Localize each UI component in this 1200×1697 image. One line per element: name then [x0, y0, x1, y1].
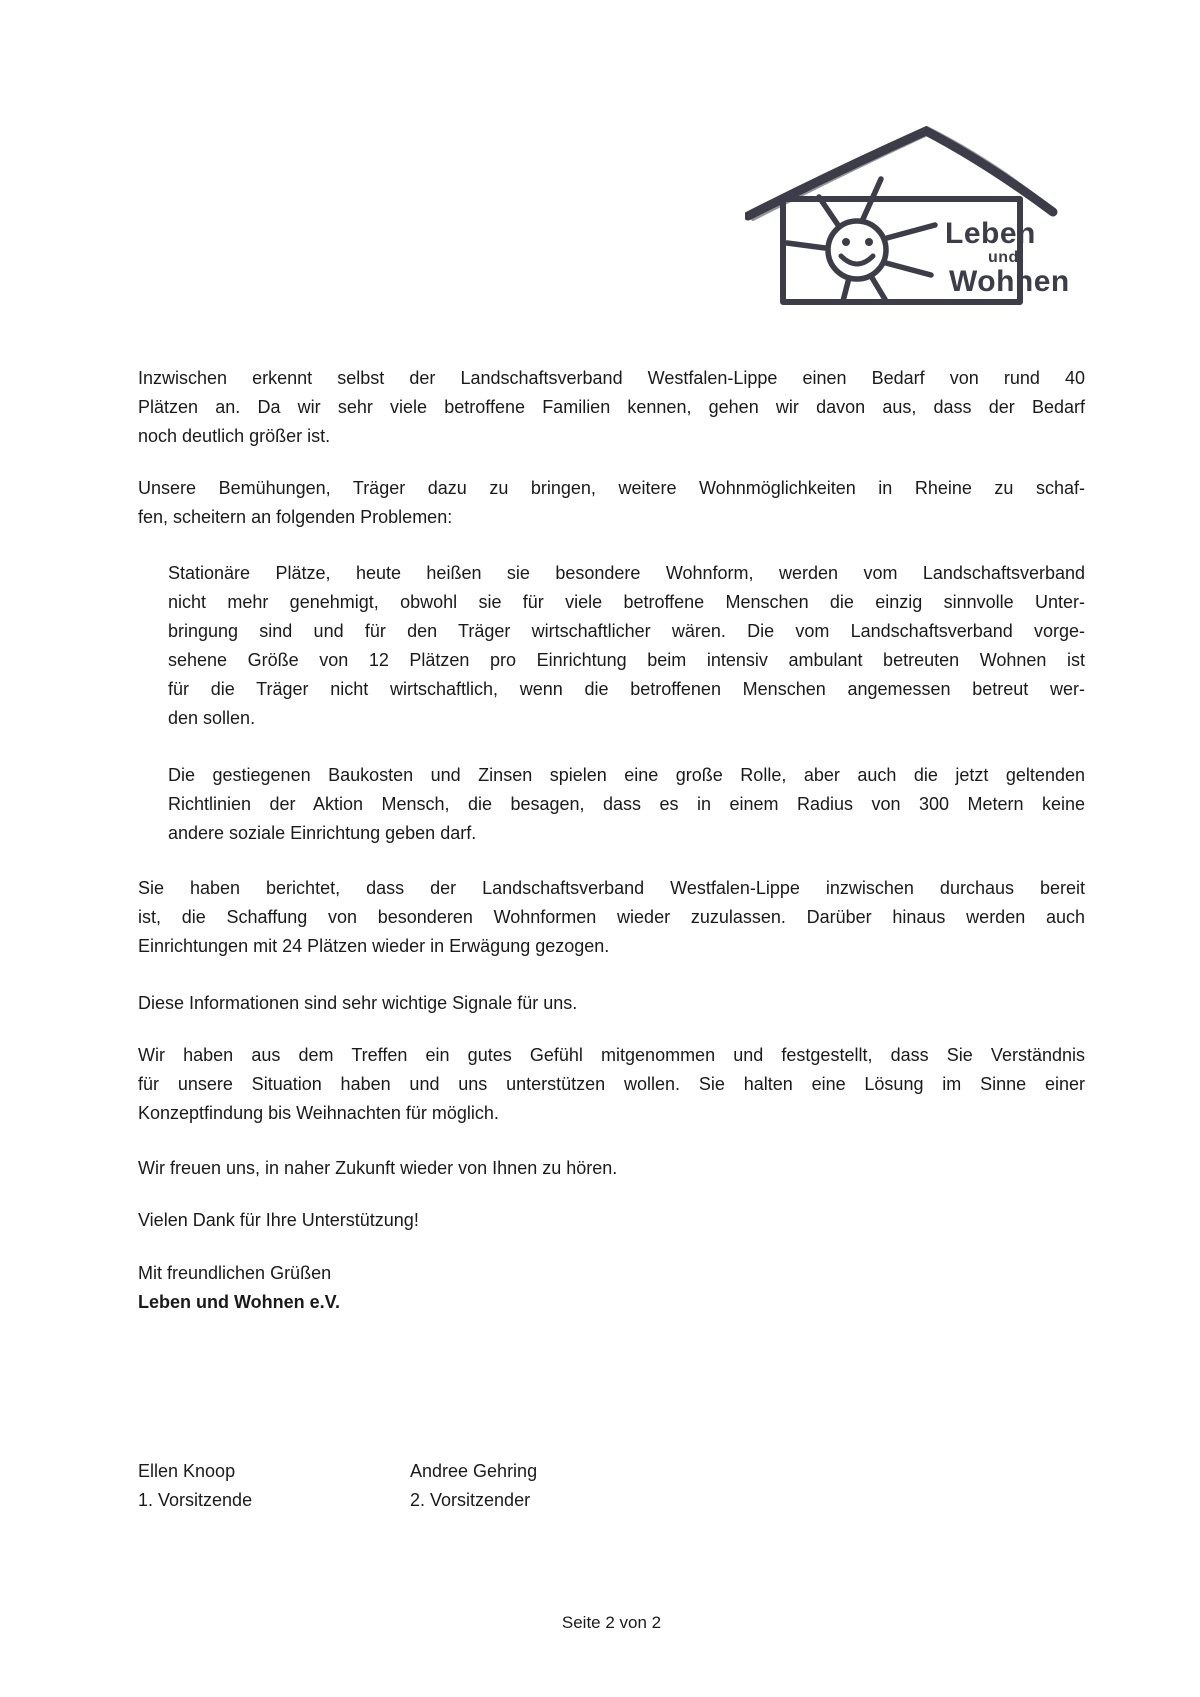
logo-text-und: und [988, 249, 1019, 266]
signatory-title: 2. Vorsitzender [410, 1490, 531, 1510]
text-line: andere soziale Einrichtung geben darf. [168, 823, 477, 843]
paragraph-zukunft [138, 1154, 1085, 1183]
closing-organization: Leben und Wohnen e.V. [138, 1292, 341, 1312]
text-line: den sollen. [168, 708, 256, 728]
text-line: Wir haben aus dem Treffen ein gutes Gefühl mitgenommen und festgestellt, dass Sie Verständnis [138, 1045, 1085, 1065]
closing-salutation: Mit freundlichen Grüßen [138, 1263, 332, 1283]
text-line: nicht mehr genehmigt, obwohl sie für viele betroffene Menschen die einzig sinnvolle Unter- [168, 592, 1085, 612]
text-line: Die gestiegenen Baukosten und Zinsen spielen eine große Rolle, aber auch die jetzt geltenden [168, 765, 1085, 785]
signatory-title: 1. Vorsitzende [138, 1490, 253, 1510]
signature-right [410, 1457, 537, 1515]
text-line: Sie haben berichtet, dass der Landschaftsverband Westfalen-Lippe inzwischen durchaus bereit [138, 878, 1085, 898]
text-line: sehene Größe von 12 Plätzen pro Einrichtung beim intensiv ambulant betreuten Wohnen ist [168, 650, 1085, 670]
signatory-name: Andree Gehring [410, 1461, 538, 1481]
paragraph-dank [138, 1206, 1085, 1235]
paragraph-treffen [138, 1041, 1085, 1128]
logo-text-wohnen: Wohnen [949, 265, 1070, 298]
text-line: Unsere Bemühungen, Träger dazu zu bringen, weitere Wohnmöglichkeiten in Rheine zu schaf- [138, 478, 1085, 498]
paragraph-bericht [138, 874, 1085, 961]
text-line: bringung sind und für den Träger wirtschaftlicher wären. Die vom Landschaftsverband vorge- [168, 621, 1085, 641]
text-line: Plätzen an. Da wir sehr viele betroffene Familien kennen, gehen wir davon aus, dass der Bedarf [138, 397, 1085, 417]
text-line: fen, scheitern an folgenden Problemen: [138, 507, 453, 527]
paragraph-stationaere-plaetze [168, 559, 1085, 733]
paragraph-bedarf [138, 364, 1085, 451]
text-line: Inzwischen erkennt selbst der Landschaftsverband Westfalen-Lippe einen Bedarf von rund 40 [138, 368, 1085, 388]
text-line: Richtlinien der Aktion Mensch, die besagen, dass es in einem Radius von 300 Metern keine [168, 794, 1085, 814]
paragraph-signale [138, 989, 1085, 1018]
text-line: ist, die Schaffung von besonderen Wohnformen wieder zuzulassen. Darüber hinaus werden auch [138, 907, 1085, 927]
page-number: Seite 2 von 2 [561, 1613, 662, 1632]
paragraph-baukosten [168, 761, 1085, 848]
house-sun-logo-icon [745, 115, 1075, 307]
roof-icon [748, 128, 1053, 219]
text-line: Vielen Dank für Ihre Unterstützung! [138, 1210, 419, 1230]
paragraph-bemuehungen [138, 474, 1085, 532]
text-line: für unsere Situation haben und uns unterstützen wollen. Sie halten eine Lösung im Sinne einer [138, 1074, 1085, 1094]
text-line: Konzeptfindung bis Weihnachten für möglich. [138, 1103, 499, 1123]
text-line: für die Träger nicht wirtschaftlich, wenn die betroffenen Menschen angemessen betreut wer- [168, 679, 1085, 699]
text-line: Einrichtungen mit 24 Plätzen wieder in Erwägung gezogen. [138, 936, 610, 956]
text-line: Diese Informationen sind sehr wichtige Signale für uns. [138, 993, 578, 1013]
signatory-name: Ellen Knoop [138, 1461, 236, 1481]
text-line: Stationäre Plätze, heute heißen sie besondere Wohnform, werden vom Landschaftsverband [168, 563, 1085, 583]
closing-block [138, 1259, 340, 1317]
text-line: noch deutlich größer ist. [138, 426, 331, 446]
org-logo [745, 115, 1075, 307]
logo-text-leben: Leben [945, 217, 1036, 250]
text-line: Wir freuen uns, in naher Zukunft wieder von Ihnen zu hören. [138, 1158, 618, 1178]
signature-left [138, 1457, 252, 1515]
